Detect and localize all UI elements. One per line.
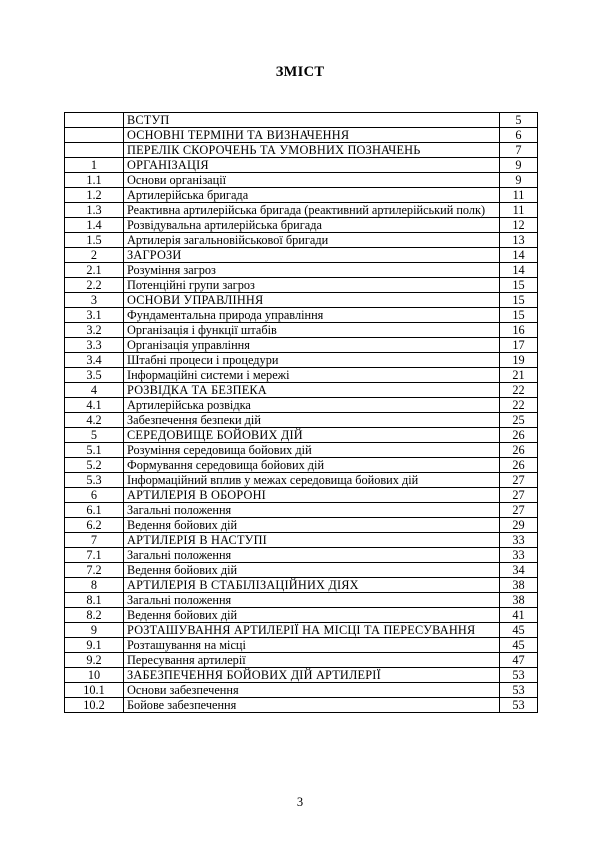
section-number: 6: [65, 488, 124, 503]
section-number: 8: [65, 578, 124, 593]
section-title: Організація управління: [124, 338, 500, 353]
section-title: Організація і функції штабів: [124, 323, 500, 338]
toc-row: [65, 548, 538, 563]
section-page: 53: [500, 683, 538, 698]
section-page: 17: [500, 338, 538, 353]
section-title: Основи організації: [124, 173, 500, 188]
section-page: 27: [500, 473, 538, 488]
toc-row: [65, 578, 538, 593]
section-title: Реактивна артилерійська бригада (реактивний артилерійський полк): [124, 203, 500, 218]
section-title: Ведення бойових дій: [124, 518, 500, 533]
section-title: Штабні процеси і процедури: [124, 353, 500, 368]
toc-row: [65, 398, 538, 413]
toc-row: [65, 263, 538, 278]
section-title: Ведення бойових дій: [124, 563, 500, 578]
section-number: 4: [65, 383, 124, 398]
section-page: 26: [500, 443, 538, 458]
section-number: 3.5: [65, 368, 124, 383]
section-title: Артилерія загальновійськової бригади: [124, 233, 500, 248]
section-page: 26: [500, 428, 538, 443]
section-title: ПЕРЕЛІК СКОРОЧЕНЬ ТА УМОВНИХ ПОЗНАЧЕНЬ: [124, 143, 500, 158]
section-title: ВСТУП: [124, 113, 500, 128]
section-number: 1.3: [65, 203, 124, 218]
section-number: 7.2: [65, 563, 124, 578]
section-title: Бойове забезпечення: [124, 698, 500, 713]
section-page: 34: [500, 563, 538, 578]
section-number: 5.1: [65, 443, 124, 458]
toc-row: [65, 653, 538, 668]
section-number: 5: [65, 428, 124, 443]
section-title: Інформаційний вплив у межах середовища бойових дій: [124, 473, 500, 488]
toc-row: [65, 383, 538, 398]
section-number: 5.3: [65, 473, 124, 488]
toc-row: [65, 698, 538, 713]
page-title: ЗМІСТ: [275, 64, 325, 80]
toc-row: [65, 623, 538, 638]
section-number: 8.1: [65, 593, 124, 608]
section-number: 4.1: [65, 398, 124, 413]
section-number: 9.1: [65, 638, 124, 653]
section-number: 3.2: [65, 323, 124, 338]
section-page: 22: [500, 398, 538, 413]
toc-row: [65, 218, 538, 233]
section-title: РОЗТАШУВАННЯ АРТИЛЕРІЇ НА МІСЦІ ТА ПЕРЕСУВАННЯ: [124, 623, 500, 638]
section-page: 25: [500, 413, 538, 428]
section-title: Пересування артилерії: [124, 653, 500, 668]
toc-row: [65, 158, 538, 173]
toc-row: [65, 683, 538, 698]
section-number: 10: [65, 668, 124, 683]
section-page: 45: [500, 623, 538, 638]
section-title: АРТИЛЕРІЯ В ОБОРОНІ: [124, 488, 500, 503]
toc-body: [65, 113, 538, 713]
section-page: 7: [500, 143, 538, 158]
section-number: 7: [65, 533, 124, 548]
section-number: 1.1: [65, 173, 124, 188]
section-page: 26: [500, 458, 538, 473]
section-page: 11: [500, 188, 538, 203]
section-number: 10.1: [65, 683, 124, 698]
section-title: ОСНОВНІ ТЕРМІНИ ТА ВИЗНАЧЕННЯ: [124, 128, 500, 143]
toc-row: [65, 128, 538, 143]
section-number: 9.2: [65, 653, 124, 668]
section-title: Артилерійська розвідка: [124, 398, 500, 413]
toc-row: [65, 488, 538, 503]
toc-row: [65, 458, 538, 473]
section-number: 3: [65, 293, 124, 308]
section-page: 27: [500, 503, 538, 518]
section-number: 1: [65, 158, 124, 173]
toc-row: [65, 473, 538, 488]
section-number: 6.2: [65, 518, 124, 533]
toc-row: [65, 278, 538, 293]
section-page: 19: [500, 353, 538, 368]
toc-row: [65, 353, 538, 368]
section-page: 27: [500, 488, 538, 503]
section-page: 12: [500, 218, 538, 233]
section-number: [65, 143, 124, 158]
section-title: СЕРЕДОВИЩЕ БОЙОВИХ ДІЙ: [124, 428, 500, 443]
toc-row: [65, 323, 538, 338]
section-number: 2.1: [65, 263, 124, 278]
section-title: Загальні положення: [124, 548, 500, 563]
section-page: 9: [500, 173, 538, 188]
section-number: 2.2: [65, 278, 124, 293]
section-number: 2: [65, 248, 124, 263]
section-page: 38: [500, 593, 538, 608]
toc-row: [65, 248, 538, 263]
toc-row: [65, 293, 538, 308]
section-title: Формування середовища бойових дій: [124, 458, 500, 473]
toc-row: [65, 173, 538, 188]
section-title: Загальні положення: [124, 503, 500, 518]
toc-row: [65, 188, 538, 203]
section-title: Розуміння середовища бойових дій: [124, 443, 500, 458]
section-number: 1.2: [65, 188, 124, 203]
toc-row: [65, 668, 538, 683]
section-page: 53: [500, 698, 538, 713]
toc-row: [65, 428, 538, 443]
section-page: 14: [500, 263, 538, 278]
section-page: 21: [500, 368, 538, 383]
section-title: Ведення бойових дій: [124, 608, 500, 623]
toc-row: [65, 518, 538, 533]
toc-row: [65, 308, 538, 323]
section-title: Розташування на місці: [124, 638, 500, 653]
section-number: 8.2: [65, 608, 124, 623]
section-number: [65, 113, 124, 128]
toc-row: [65, 338, 538, 353]
toc-row: [65, 443, 538, 458]
toc-row: [65, 113, 538, 128]
section-title: Інформаційні системи і мережі: [124, 368, 500, 383]
section-number: 1.4: [65, 218, 124, 233]
toc-row: [65, 563, 538, 578]
section-page: 53: [500, 668, 538, 683]
section-page: 16: [500, 323, 538, 338]
section-page: 47: [500, 653, 538, 668]
section-number: [65, 128, 124, 143]
section-title: АРТИЛЕРІЯ В СТАБІЛІЗАЦІЙНИХ ДІЯХ: [124, 578, 500, 593]
section-number: 6.1: [65, 503, 124, 518]
toc-row: [65, 638, 538, 653]
section-title: Загальні положення: [124, 593, 500, 608]
section-title: Потенційні групи загроз: [124, 278, 500, 293]
section-title: Розвідувальна артилерійська бригада: [124, 218, 500, 233]
section-number: 1.5: [65, 233, 124, 248]
section-number: 9: [65, 623, 124, 638]
section-page: 15: [500, 293, 538, 308]
section-number: 10.2: [65, 698, 124, 713]
section-page: 33: [500, 548, 538, 563]
section-title: Розуміння загроз: [124, 263, 500, 278]
section-title: АРТИЛЕРІЯ В НАСТУПІ: [124, 533, 500, 548]
section-title: ЗАБЕЗПЕЧЕННЯ БОЙОВИХ ДІЙ АРТИЛЕРІЇ: [124, 668, 500, 683]
toc-row: [65, 503, 538, 518]
section-page: 11: [500, 203, 538, 218]
section-title: ОСНОВИ УПРАВЛІННЯ: [124, 293, 500, 308]
toc-row: [65, 533, 538, 548]
table-of-contents: [64, 112, 538, 713]
section-number: 3.4: [65, 353, 124, 368]
toc-row: [65, 233, 538, 248]
section-page: 38: [500, 578, 538, 593]
section-page: 9: [500, 158, 538, 173]
page-number: 3: [296, 795, 304, 809]
section-title: Забезпечення безпеки дій: [124, 413, 500, 428]
section-page: 29: [500, 518, 538, 533]
section-number: 3.3: [65, 338, 124, 353]
section-page: 45: [500, 638, 538, 653]
section-number: 3.1: [65, 308, 124, 323]
toc-row: [65, 608, 538, 623]
toc-row: [65, 203, 538, 218]
section-page: 15: [500, 278, 538, 293]
section-page: 15: [500, 308, 538, 323]
section-title: Фундаментальна природа управління: [124, 308, 500, 323]
toc-row: [65, 143, 538, 158]
section-number: 5.2: [65, 458, 124, 473]
section-title: Основи забезпечення: [124, 683, 500, 698]
section-title: РОЗВІДКА ТА БЕЗПЕКА: [124, 383, 500, 398]
section-page: 5: [500, 113, 538, 128]
section-title: Артилерійська бригада: [124, 188, 500, 203]
section-number: 4.2: [65, 413, 124, 428]
section-page: 41: [500, 608, 538, 623]
toc-row: [65, 368, 538, 383]
toc-row: [65, 413, 538, 428]
section-number: 7.1: [65, 548, 124, 563]
section-title: ОРГАНІЗАЦІЯ: [124, 158, 500, 173]
toc-row: [65, 593, 538, 608]
section-page: 33: [500, 533, 538, 548]
section-page: 6: [500, 128, 538, 143]
section-page: 14: [500, 248, 538, 263]
section-page: 22: [500, 383, 538, 398]
section-page: 13: [500, 233, 538, 248]
section-title: ЗАГРОЗИ: [124, 248, 500, 263]
